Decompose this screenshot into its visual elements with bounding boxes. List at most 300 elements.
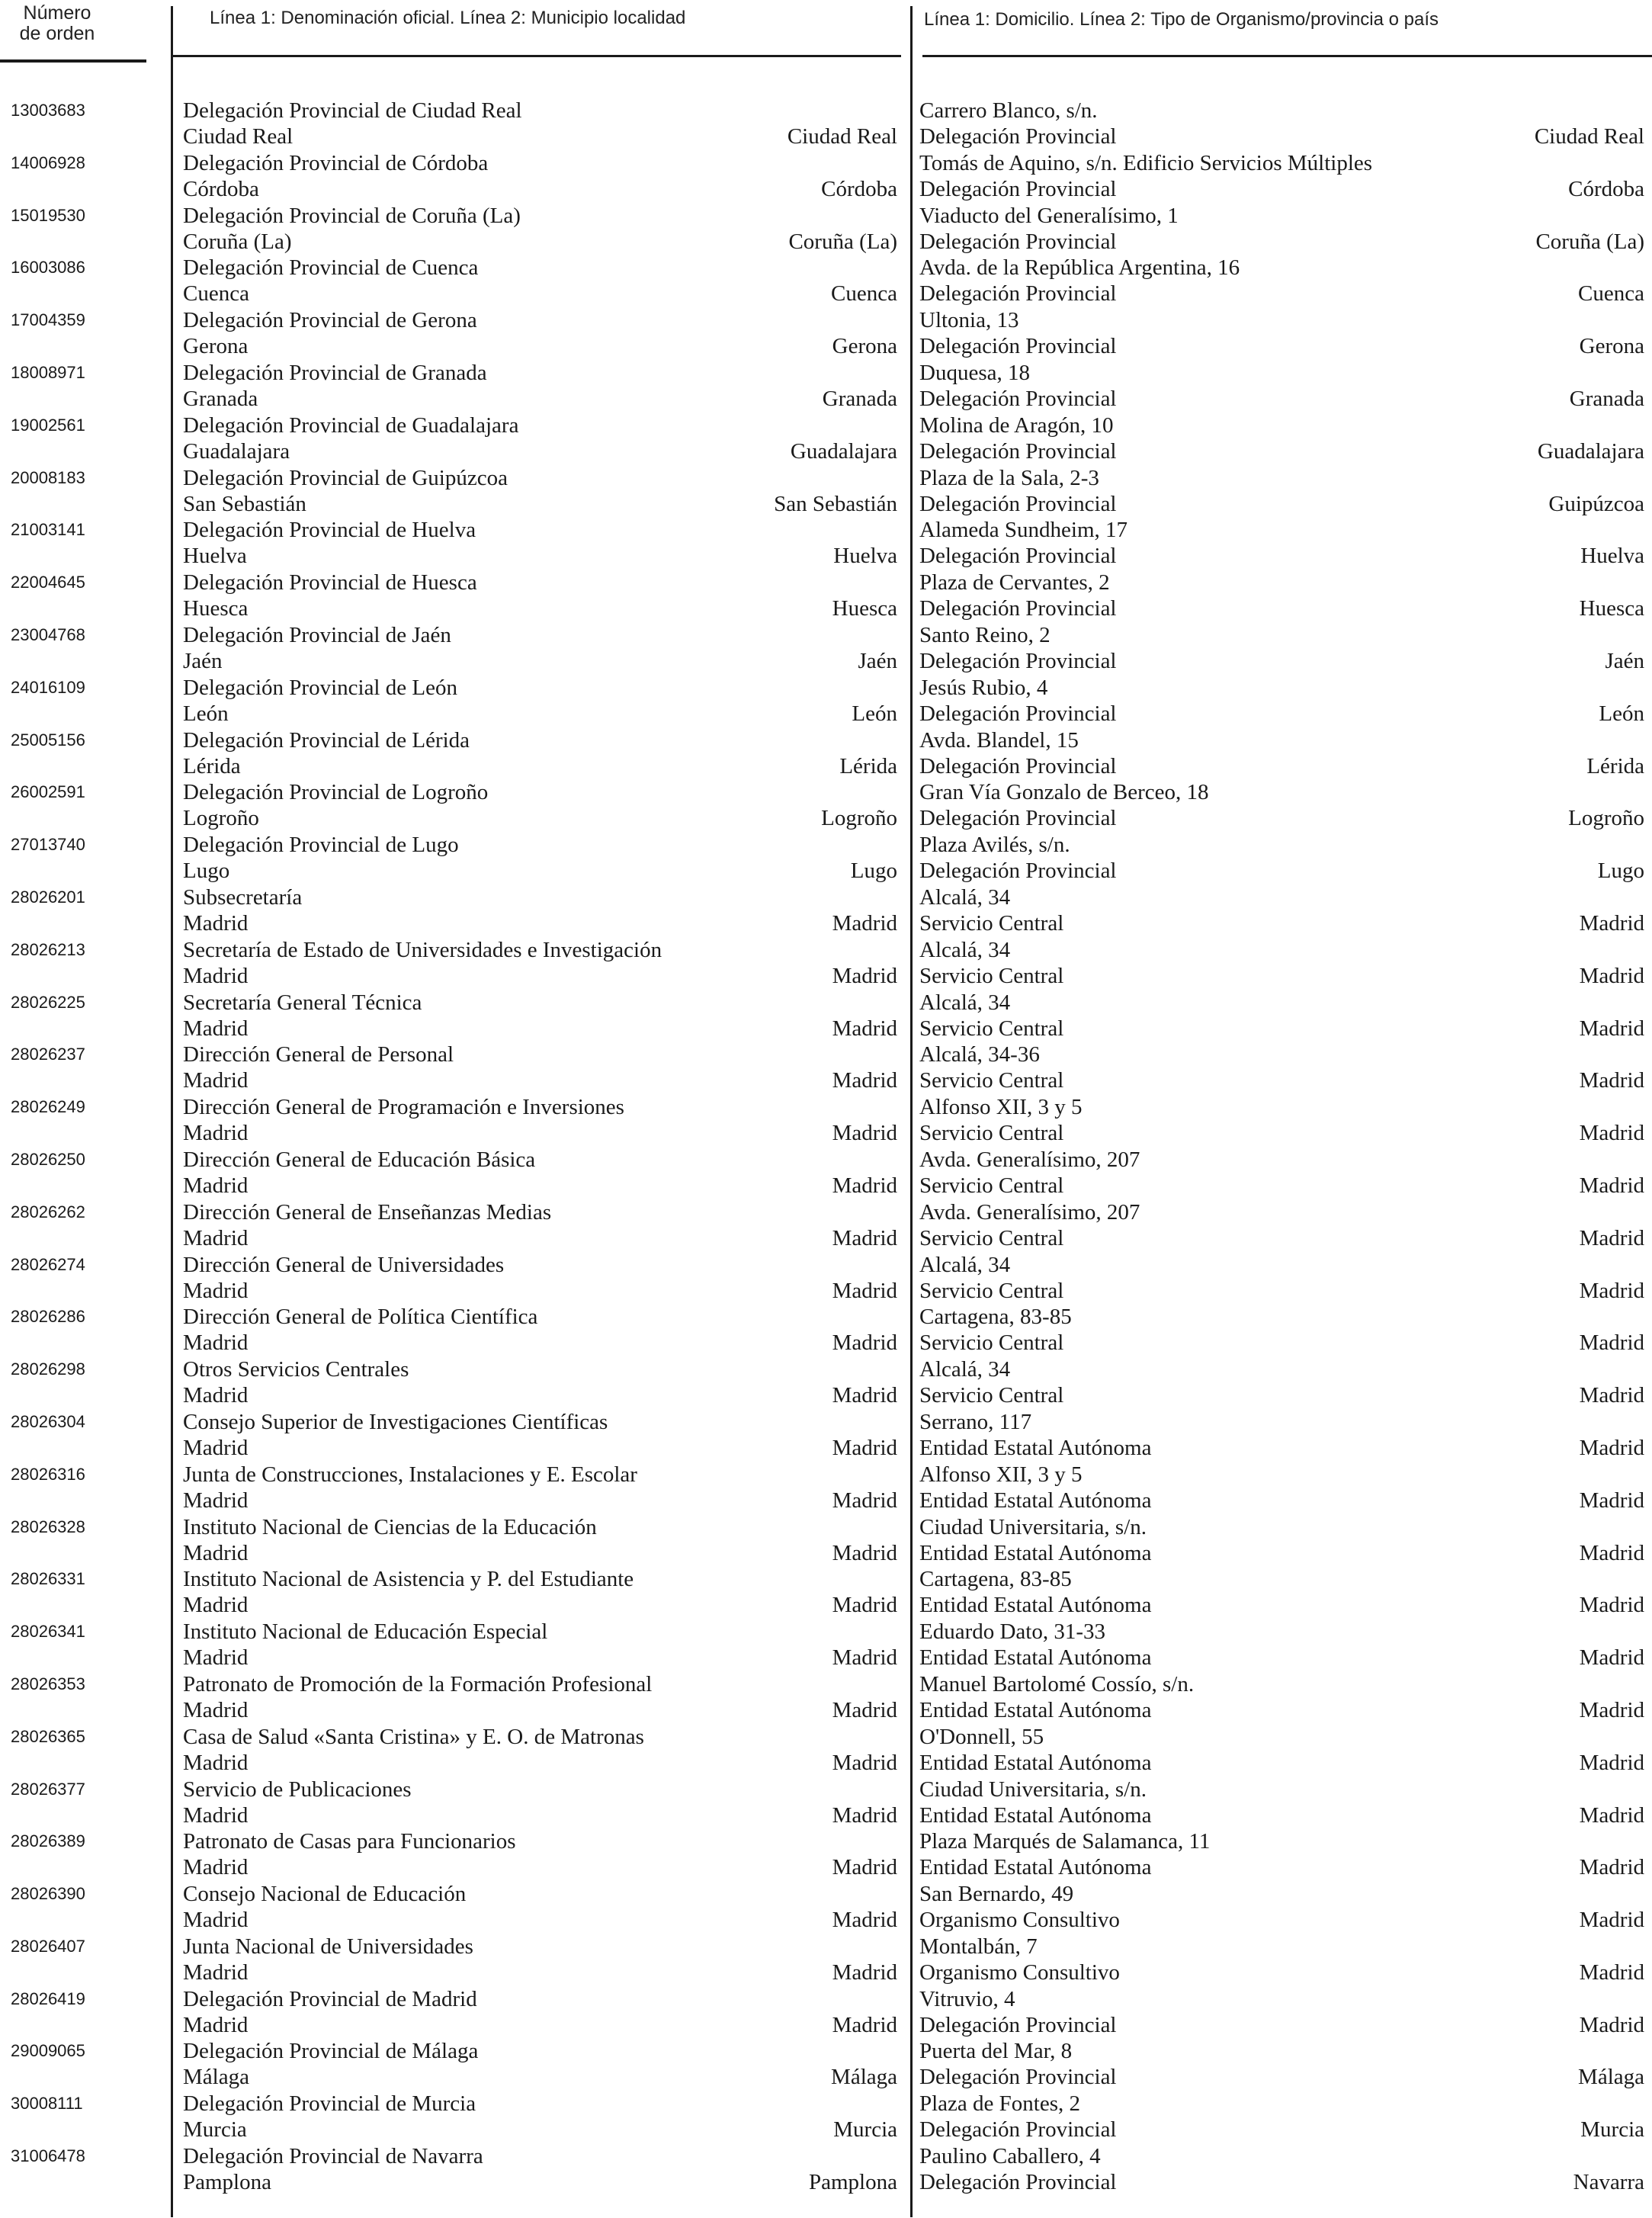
official-name: Delegación Provincial de Granada [183,360,487,385]
locality: Huelva [183,544,247,569]
table-row [0,1094,1652,1147]
organism-type: Delegación Provincial [919,596,1117,621]
organism-type: Delegación Provincial [919,2117,1117,2143]
organism-type: Organismo Consultivo [919,1908,1120,1933]
header-name-municipality: Línea 1: Denominación oficial. Línea 2: Municipio localidad [210,8,686,28]
table-row [0,1619,1652,1671]
province: Madrid [1579,1593,1644,1618]
table-row [0,98,1652,150]
organism-type: Servicio Central [919,1330,1064,1356]
table-row [0,1986,1652,2039]
table-row [0,1881,1652,1934]
province: Madrid [1579,1645,1644,1671]
header-rule-left [0,59,146,63]
locality: Madrid [183,1278,249,1303]
municipality: Córdoba [821,176,897,201]
table-row [0,1199,1652,1252]
organism-type: Delegación Provincial [919,386,1117,411]
address: Eduardo Dato, 31-33 [919,1619,1106,1645]
province: Huelva [1580,544,1644,569]
organism-type: Entidad Estatal Autónoma [919,1488,1152,1513]
order-number: 28026262 [11,1202,85,1221]
locality: Madrid [183,1016,249,1041]
organism-type: Delegación Provincial [919,281,1117,307]
locality: Madrid [183,1435,249,1460]
locality: Madrid [183,2012,249,2037]
official-name: Instituto Nacional de Ciencias de la Educación [183,1514,597,1539]
official-name: Dirección General de Personal [183,1042,454,1067]
address: Plaza de Fontes, 2 [919,2091,1081,2117]
organism-type: Servicio Central [919,963,1064,988]
locality: Lugo [183,859,230,884]
address: Vitruvio, 4 [919,1986,1015,2011]
municipality: León [852,701,897,726]
organism-type: Entidad Estatal Autónoma [919,1645,1152,1671]
table-row [0,1514,1652,1567]
province: Logroño [1568,806,1644,831]
address: Alcalá, 34 [919,990,1011,1015]
locality: Gerona [183,334,249,359]
address: Manuel Bartolomé Cossío, s/n. [919,1671,1195,1696]
municipality: Lugo [850,859,897,884]
province: Madrid [1579,1750,1644,1775]
province: Madrid [1579,1225,1644,1250]
order-number: 29009065 [11,2041,85,2061]
locality: Cuenca [183,281,249,307]
order-number: 28026419 [11,1988,85,2008]
official-name: Delegación Provincial de Lugo [183,833,459,858]
table-row [0,307,1652,360]
province: Madrid [1579,1960,1644,1985]
table-row [0,1042,1652,1094]
address: Viaducto del Generalísimo, 1 [919,203,1179,228]
province: Granada [1569,386,1644,411]
organism-type: Delegación Provincial [919,2065,1117,2090]
municipality: Lérida [839,753,897,778]
table-row [0,1304,1652,1356]
province: Guadalajara [1537,438,1644,464]
municipality: Huelva [833,544,897,569]
municipality: Pamplona [809,2170,897,2195]
organism-type: Organismo Consultivo [919,1960,1120,1985]
order-number: 28026353 [11,1674,85,1693]
municipality: Madrid [832,1908,897,1933]
order-number: 28026365 [11,1726,85,1746]
province: Madrid [1579,1435,1644,1460]
organism-type: Servicio Central [919,910,1064,936]
official-name: Patronato de Casas para Funcionarios [183,1829,516,1854]
municipality: Cuenca [831,281,897,307]
order-number: 31006478 [11,2146,85,2166]
table-row [0,360,1652,412]
province: Madrid [1579,1855,1644,1880]
address: Alcalá, 34 [919,937,1011,962]
locality: Madrid [183,1068,249,1093]
province: Navarra [1573,2170,1644,2195]
municipality: Madrid [832,1750,897,1775]
locality: San Sebastián [183,491,306,516]
order-number: 15019530 [11,205,85,225]
province: Madrid [1579,1068,1644,1093]
official-name: Delegación Provincial de Navarra [183,2144,483,2169]
official-name: Dirección General de Política Científica [183,1305,538,1330]
official-name: Delegación Provincial de Coruña (La) [183,203,521,228]
order-number: 28026328 [11,1517,85,1536]
official-name: Patronato de Promoción de la Formación Profesional [183,1671,653,1696]
locality: Madrid [183,1121,249,1146]
order-number: 28026316 [11,1464,85,1484]
address: Cartagena, 83-85 [919,1305,1072,1330]
official-name: Junta de Construcciones, Instalaciones y E. Escolar [183,1462,637,1487]
header-rule-middle [171,55,901,57]
official-name: Delegación Provincial de Guadalajara [183,412,519,438]
organism-type: Servicio Central [919,1383,1064,1408]
locality: Lérida [183,753,241,778]
order-number: 26002591 [11,782,85,802]
address: Avda. Generalísimo, 207 [919,1147,1140,1172]
table-row [0,1777,1652,1829]
address: Alcalá, 34 [919,884,1011,910]
organism-type: Delegación Provincial [919,806,1117,831]
locality: Jaén [183,648,223,673]
official-name: Delegación Provincial de Guipúzcoa [183,465,508,490]
order-number: 25005156 [11,730,85,749]
table-row [0,1409,1652,1462]
municipality: Madrid [832,2012,897,2037]
municipality: Granada [822,386,897,411]
order-number: 17004359 [11,310,85,330]
official-name: Casa de Salud «Santa Cristina» y E. O. de Matronas [183,1724,644,1749]
table-row [0,1147,1652,1199]
official-name: Dirección General de Universidades [183,1252,505,1277]
address: Alameda Sundheim, 17 [919,518,1128,543]
address: Alcalá, 34-36 [919,1042,1040,1067]
municipality: Madrid [832,1278,897,1303]
header-number-of-order [0,3,114,61]
table-row [0,937,1652,990]
official-name: Delegación Provincial de Lérida [183,727,470,753]
order-number: 30008111 [11,2094,83,2114]
official-name: Delegación Provincial de Huelva [183,518,476,543]
address: Plaza de Cervantes, 2 [919,570,1110,595]
order-number: 24016109 [11,677,85,697]
table-row [0,203,1652,255]
official-name: Secretaría General Técnica [183,990,422,1015]
order-number: 23004768 [11,624,85,644]
table-row [0,465,1652,518]
municipality: Madrid [832,1855,897,1880]
province: Madrid [1579,1540,1644,1565]
table-row [0,1724,1652,1777]
municipality: Madrid [832,1383,897,1408]
province: Madrid [1579,1697,1644,1722]
table-row [0,675,1652,727]
locality: Madrid [183,1908,249,1933]
locality: Madrid [183,1488,249,1513]
address: Plaza Avilés, s/n. [919,833,1070,858]
municipality: Guadalajara [790,438,897,464]
table-row [0,1828,1652,1881]
address: Puerta del Mar, 8 [919,2039,1073,2064]
order-number: 28026237 [11,1045,85,1064]
municipality: Madrid [832,1225,897,1250]
address: Plaza Marqués de Salamanca, 11 [919,1829,1211,1854]
official-name: Dirección General de Educación Básica [183,1147,536,1172]
locality: Logroño [183,806,259,831]
locality: Huesca [183,596,249,621]
organism-type: Servicio Central [919,1278,1064,1303]
municipality: San Sebastián [774,491,897,516]
address: Plaza de la Sala, 2-3 [919,465,1099,490]
table-row [0,150,1652,203]
organism-type: Entidad Estatal Autónoma [919,1750,1152,1775]
order-number: 19002561 [11,415,85,435]
address: Cartagena, 83-85 [919,1567,1072,1592]
table-row [0,1566,1652,1619]
table-row [0,517,1652,570]
header-number-line1: Número [23,2,91,24]
municipality: Madrid [832,1173,897,1198]
organism-type: Servicio Central [919,1121,1064,1146]
organism-type: Servicio Central [919,1016,1064,1041]
order-number: 22004645 [11,573,85,592]
organism-type: Entidad Estatal Autónoma [919,1802,1152,1828]
organism-type: Entidad Estatal Autónoma [919,1540,1152,1565]
municipality: Madrid [832,1330,897,1356]
locality: Madrid [183,1697,249,1722]
address: Santo Reino, 2 [919,622,1051,647]
municipality: Murcia [833,2117,897,2143]
organism-type: Delegación Provincial [919,2012,1117,2037]
order-number: 28026331 [11,1569,85,1589]
locality: Madrid [183,1173,249,1198]
order-number: 28026389 [11,1831,85,1851]
address: Alfonso XII, 3 y 5 [919,1095,1083,1120]
address: Avda. Blandel, 15 [919,727,1079,753]
locality: Coruña (La) [183,229,292,254]
order-number: 28026298 [11,1359,85,1379]
municipality: Málaga [831,2065,897,2090]
locality: Pamplona [183,2170,271,2195]
order-number: 28026250 [11,1149,85,1169]
address: Montalbán, 7 [919,1934,1038,1959]
municipality: Madrid [832,1016,897,1041]
organism-type: Delegación Provincial [919,334,1117,359]
table-row [0,255,1652,307]
municipality: Jaén [858,648,897,673]
table-row [0,1252,1652,1305]
address: Avda. Generalísimo, 207 [919,1199,1140,1225]
locality: Madrid [183,963,249,988]
official-name: Delegación Provincial de Huesca [183,570,477,595]
province: Guipúzcoa [1548,491,1644,516]
address: Serrano, 117 [919,1409,1032,1434]
organism-type: Delegación Provincial [919,491,1117,516]
municipality: Madrid [832,1068,897,1093]
organism-type: Delegación Provincial [919,124,1117,149]
locality: Madrid [183,1855,249,1880]
province: Madrid [1579,910,1644,936]
order-number: 28026390 [11,1884,85,1904]
province: Madrid [1579,2012,1644,2037]
address: Duquesa, 18 [919,360,1030,385]
municipality: Madrid [832,1802,897,1828]
province: Madrid [1579,1802,1644,1828]
table-row [0,832,1652,884]
table-row [0,570,1652,622]
organism-type: Entidad Estatal Autónoma [919,1435,1152,1460]
official-name: Delegación Provincial de Ciudad Real [183,98,522,123]
province: Madrid [1579,1121,1644,1146]
order-number: 20008183 [11,467,85,487]
order-number: 14006928 [11,152,85,172]
province: Murcia [1580,2117,1644,2143]
order-number: 28026274 [11,1254,85,1274]
order-number: 16003086 [11,258,85,278]
municipality: Madrid [832,1488,897,1513]
province: Jaén [1605,648,1644,673]
address: Ultonia, 13 [919,308,1019,333]
order-number: 28026213 [11,939,85,959]
organism-type: Delegación Provincial [919,859,1117,884]
official-name: Junta Nacional de Universidades [183,1934,473,1959]
province: Lugo [1597,859,1644,884]
municipality: Madrid [832,1645,897,1671]
official-name: Delegación Provincial de Málaga [183,2039,479,2064]
municipality: Madrid [832,1121,897,1146]
province: Cuenca [1578,281,1644,307]
order-number: 13003683 [11,101,85,120]
table-row [0,990,1652,1042]
province: León [1599,701,1644,726]
table-row [0,779,1652,832]
province: Huesca [1579,596,1644,621]
official-name: Delegación Provincial de Cuenca [183,255,479,281]
locality: Madrid [183,1330,249,1356]
province: Coruña (La) [1535,229,1644,254]
table-row [0,2143,1652,2196]
header-number-line2: de orden [19,23,95,44]
official-name: Delegación Provincial de Gerona [183,308,477,333]
locality: Madrid [183,1645,249,1671]
locality: Madrid [183,1802,249,1828]
organism-type: Servicio Central [919,1225,1064,1250]
address: Ciudad Universitaria, s/n. [919,1777,1147,1802]
organism-type: Delegación Provincial [919,438,1117,464]
province: Madrid [1579,1488,1644,1513]
table-row [0,2038,1652,2091]
order-number: 28026201 [11,887,85,907]
address: Ciudad Universitaria, s/n. [919,1514,1147,1539]
organism-type: Delegación Provincial [919,229,1117,254]
address: Jesús Rubio, 4 [919,675,1048,700]
municipality: Madrid [832,1435,897,1460]
address: Molina de Aragón, 10 [919,412,1114,438]
official-name: Otros Servicios Centrales [183,1357,409,1382]
municipality: Madrid [832,1593,897,1618]
order-number: 28026225 [11,992,85,1012]
official-name: Consejo Nacional de Educación [183,1882,467,1907]
province: Madrid [1579,1330,1644,1356]
address: San Bernardo, 49 [919,1882,1074,1907]
address: Avda. de la República Argentina, 16 [919,255,1240,281]
locality: Guadalajara [183,438,290,464]
organism-type: Delegación Provincial [919,753,1117,778]
table-row [0,412,1652,465]
official-name: Dirección General de Programación e Inversiones [183,1095,624,1120]
address: Gran Vía Gonzalo de Berceo, 18 [919,780,1209,805]
municipality: Ciudad Real [787,124,897,149]
organism-type: Entidad Estatal Autónoma [919,1697,1152,1722]
locality: Madrid [183,910,249,936]
organism-type: Delegación Provincial [919,648,1117,673]
municipality: Gerona [832,334,897,359]
table-row [0,622,1652,675]
official-name: Subsecretaría [183,884,303,910]
locality: Córdoba [183,176,259,201]
order-number: 28026377 [11,1779,85,1799]
municipality: Huesca [832,596,897,621]
organism-type: Servicio Central [919,1173,1064,1198]
table-row [0,2091,1652,2143]
address: Alfonso XII, 3 y 5 [919,1462,1083,1487]
official-name: Delegación Provincial de León [183,675,457,700]
organism-type: Delegación Provincial [919,544,1117,569]
official-name: Servicio de Publicaciones [183,1777,412,1802]
official-name: Delegación Provincial de Murcia [183,2091,476,2117]
official-name: Dirección General de Enseñanzas Medias [183,1199,552,1225]
official-name: Consejo Superior de Investigaciones Científicas [183,1409,608,1434]
province: Madrid [1579,1908,1644,1933]
municipality: Logroño [821,806,897,831]
order-number: 27013740 [11,835,85,855]
header-address-type: Línea 1: Domicilio. Línea 2: Tipo de Organismo/provincia o país [924,9,1439,30]
organism-type: Delegación Provincial [919,2170,1117,2195]
official-name: Delegación Provincial de Logroño [183,780,489,805]
locality: Málaga [183,2065,249,2090]
locality: Ciudad Real [183,124,294,149]
municipality: Coruña (La) [788,229,897,254]
organism-type: Entidad Estatal Autónoma [919,1593,1152,1618]
order-number: 21003141 [11,520,85,540]
province: Córdoba [1568,176,1644,201]
province: Madrid [1579,1173,1644,1198]
province: Málaga [1578,2065,1644,2090]
table-row [0,884,1652,937]
entries-table [0,98,1652,2196]
locality: Madrid [183,1593,249,1618]
table-row [0,1462,1652,1514]
locality: Murcia [183,2117,247,2143]
address: Tomás de Aquino, s/n. Edificio Servicios Múltiples [919,150,1373,175]
official-name: Delegación Provincial de Madrid [183,1986,477,2011]
locality: Madrid [183,1383,249,1408]
municipality: Madrid [832,963,897,988]
header-rule-right [922,55,1652,57]
address: Paulino Caballero, 4 [919,2144,1101,2169]
locality: León [183,701,229,726]
organism-type: Delegación Provincial [919,701,1117,726]
locality: Madrid [183,1225,249,1250]
table-row [0,1671,1652,1724]
province: Gerona [1579,334,1644,359]
address: Alcalá, 34 [919,1357,1011,1382]
official-name: Instituto Nacional de Asistencia y P. del Estudiante [183,1567,634,1592]
municipality: Madrid [832,910,897,936]
locality: Madrid [183,1540,249,1565]
locality: Madrid [183,1750,249,1775]
table-row [0,727,1652,780]
